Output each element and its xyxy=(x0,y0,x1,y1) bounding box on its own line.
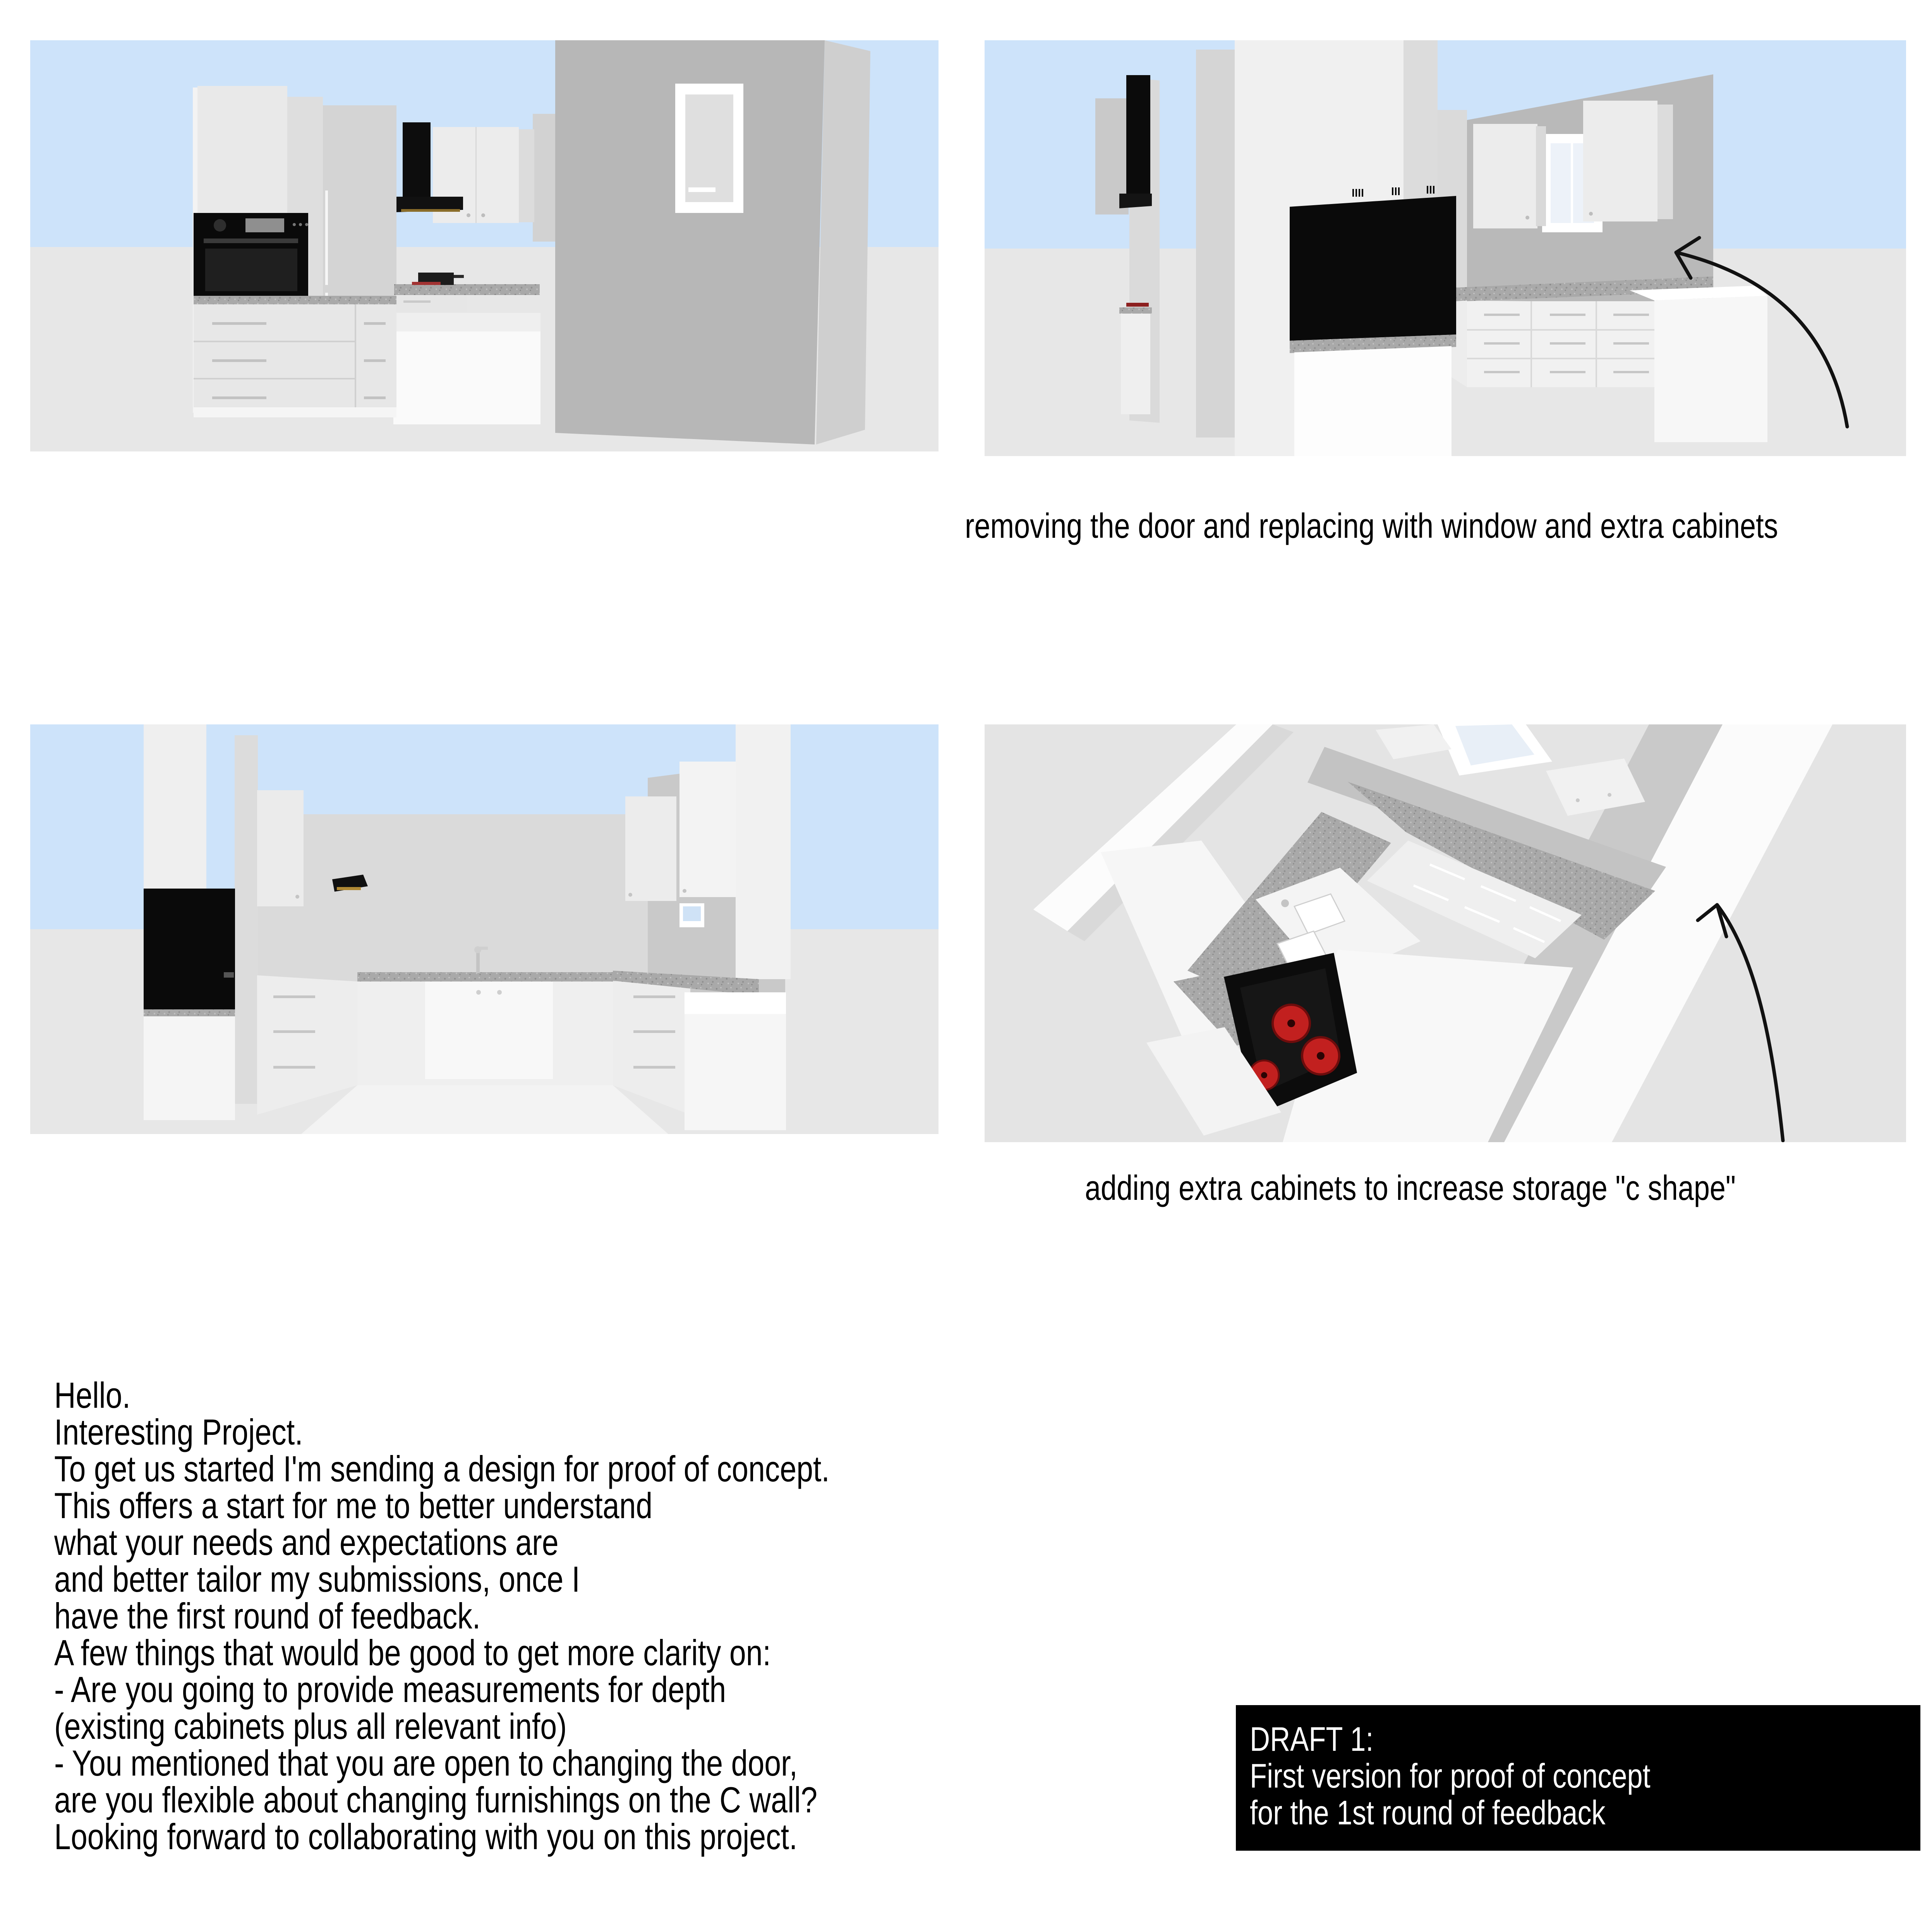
base-cabinets xyxy=(194,296,396,417)
message-line: Looking forward to collaborating with you on this project. xyxy=(54,1816,798,1857)
kitchen-render-perspective xyxy=(30,40,939,451)
message-line: A few things that would be good to get more clarity on: xyxy=(54,1632,771,1673)
message-line: have the first round of feedback. xyxy=(54,1596,481,1636)
caption-top-right: removing the door and replacing with window and extra cabinets xyxy=(965,507,1778,546)
render-bottom-right xyxy=(985,724,1906,1142)
caption-bottom-right: adding extra cabinets to increase storage "c shape" xyxy=(1085,1169,1736,1208)
message-line: This offers a start for me to better understand xyxy=(54,1485,653,1526)
render-top-right xyxy=(985,40,1906,456)
oven xyxy=(194,213,308,300)
oven-tower xyxy=(144,889,235,1120)
fridge-black-box xyxy=(1290,186,1456,456)
message-line: To get us started I'm sending a design for proof of concept. xyxy=(54,1448,830,1489)
kitchen-render-window-wall xyxy=(985,40,1906,456)
draft-line: First version for proof of concept xyxy=(1250,1757,1651,1795)
message-line: - You mentioned that you are open to changing the door, xyxy=(54,1743,798,1783)
client-message xyxy=(54,1377,830,1855)
message-line: what your needs and expectations are xyxy=(54,1522,559,1563)
message-line: are you flexible about changing furnishings on the C wall? xyxy=(54,1779,818,1820)
message-line: and better tailor my submissions, once I xyxy=(54,1559,580,1599)
wall-cabinet-right xyxy=(1583,101,1673,221)
peninsula-counter xyxy=(393,313,540,424)
message-line: - Are you going to provide measurements for depth xyxy=(54,1669,726,1710)
white-counter-block xyxy=(685,992,786,1130)
message-line: Hello. xyxy=(54,1375,131,1416)
draft-label-box xyxy=(1236,1705,1920,1851)
render-bottom-left xyxy=(30,724,939,1134)
side-wall xyxy=(555,40,870,444)
wall-cabinet-left xyxy=(1473,124,1546,228)
render-top-left xyxy=(30,40,939,451)
draft-line: for the 1st round of feedback xyxy=(1250,1793,1606,1832)
draft-line: DRAFT 1: xyxy=(1250,1720,1374,1758)
small-window xyxy=(679,903,704,927)
base-drawers xyxy=(1467,301,1657,387)
window xyxy=(675,84,743,213)
message-line: Interesting Project. xyxy=(54,1412,303,1452)
wall-cabinet-left xyxy=(257,790,304,906)
message-line: (existing cabinets plus all relevant info) xyxy=(54,1706,567,1747)
kitchen-render-u-shape xyxy=(30,724,939,1134)
kitchen-render-top-view xyxy=(985,724,1906,1142)
